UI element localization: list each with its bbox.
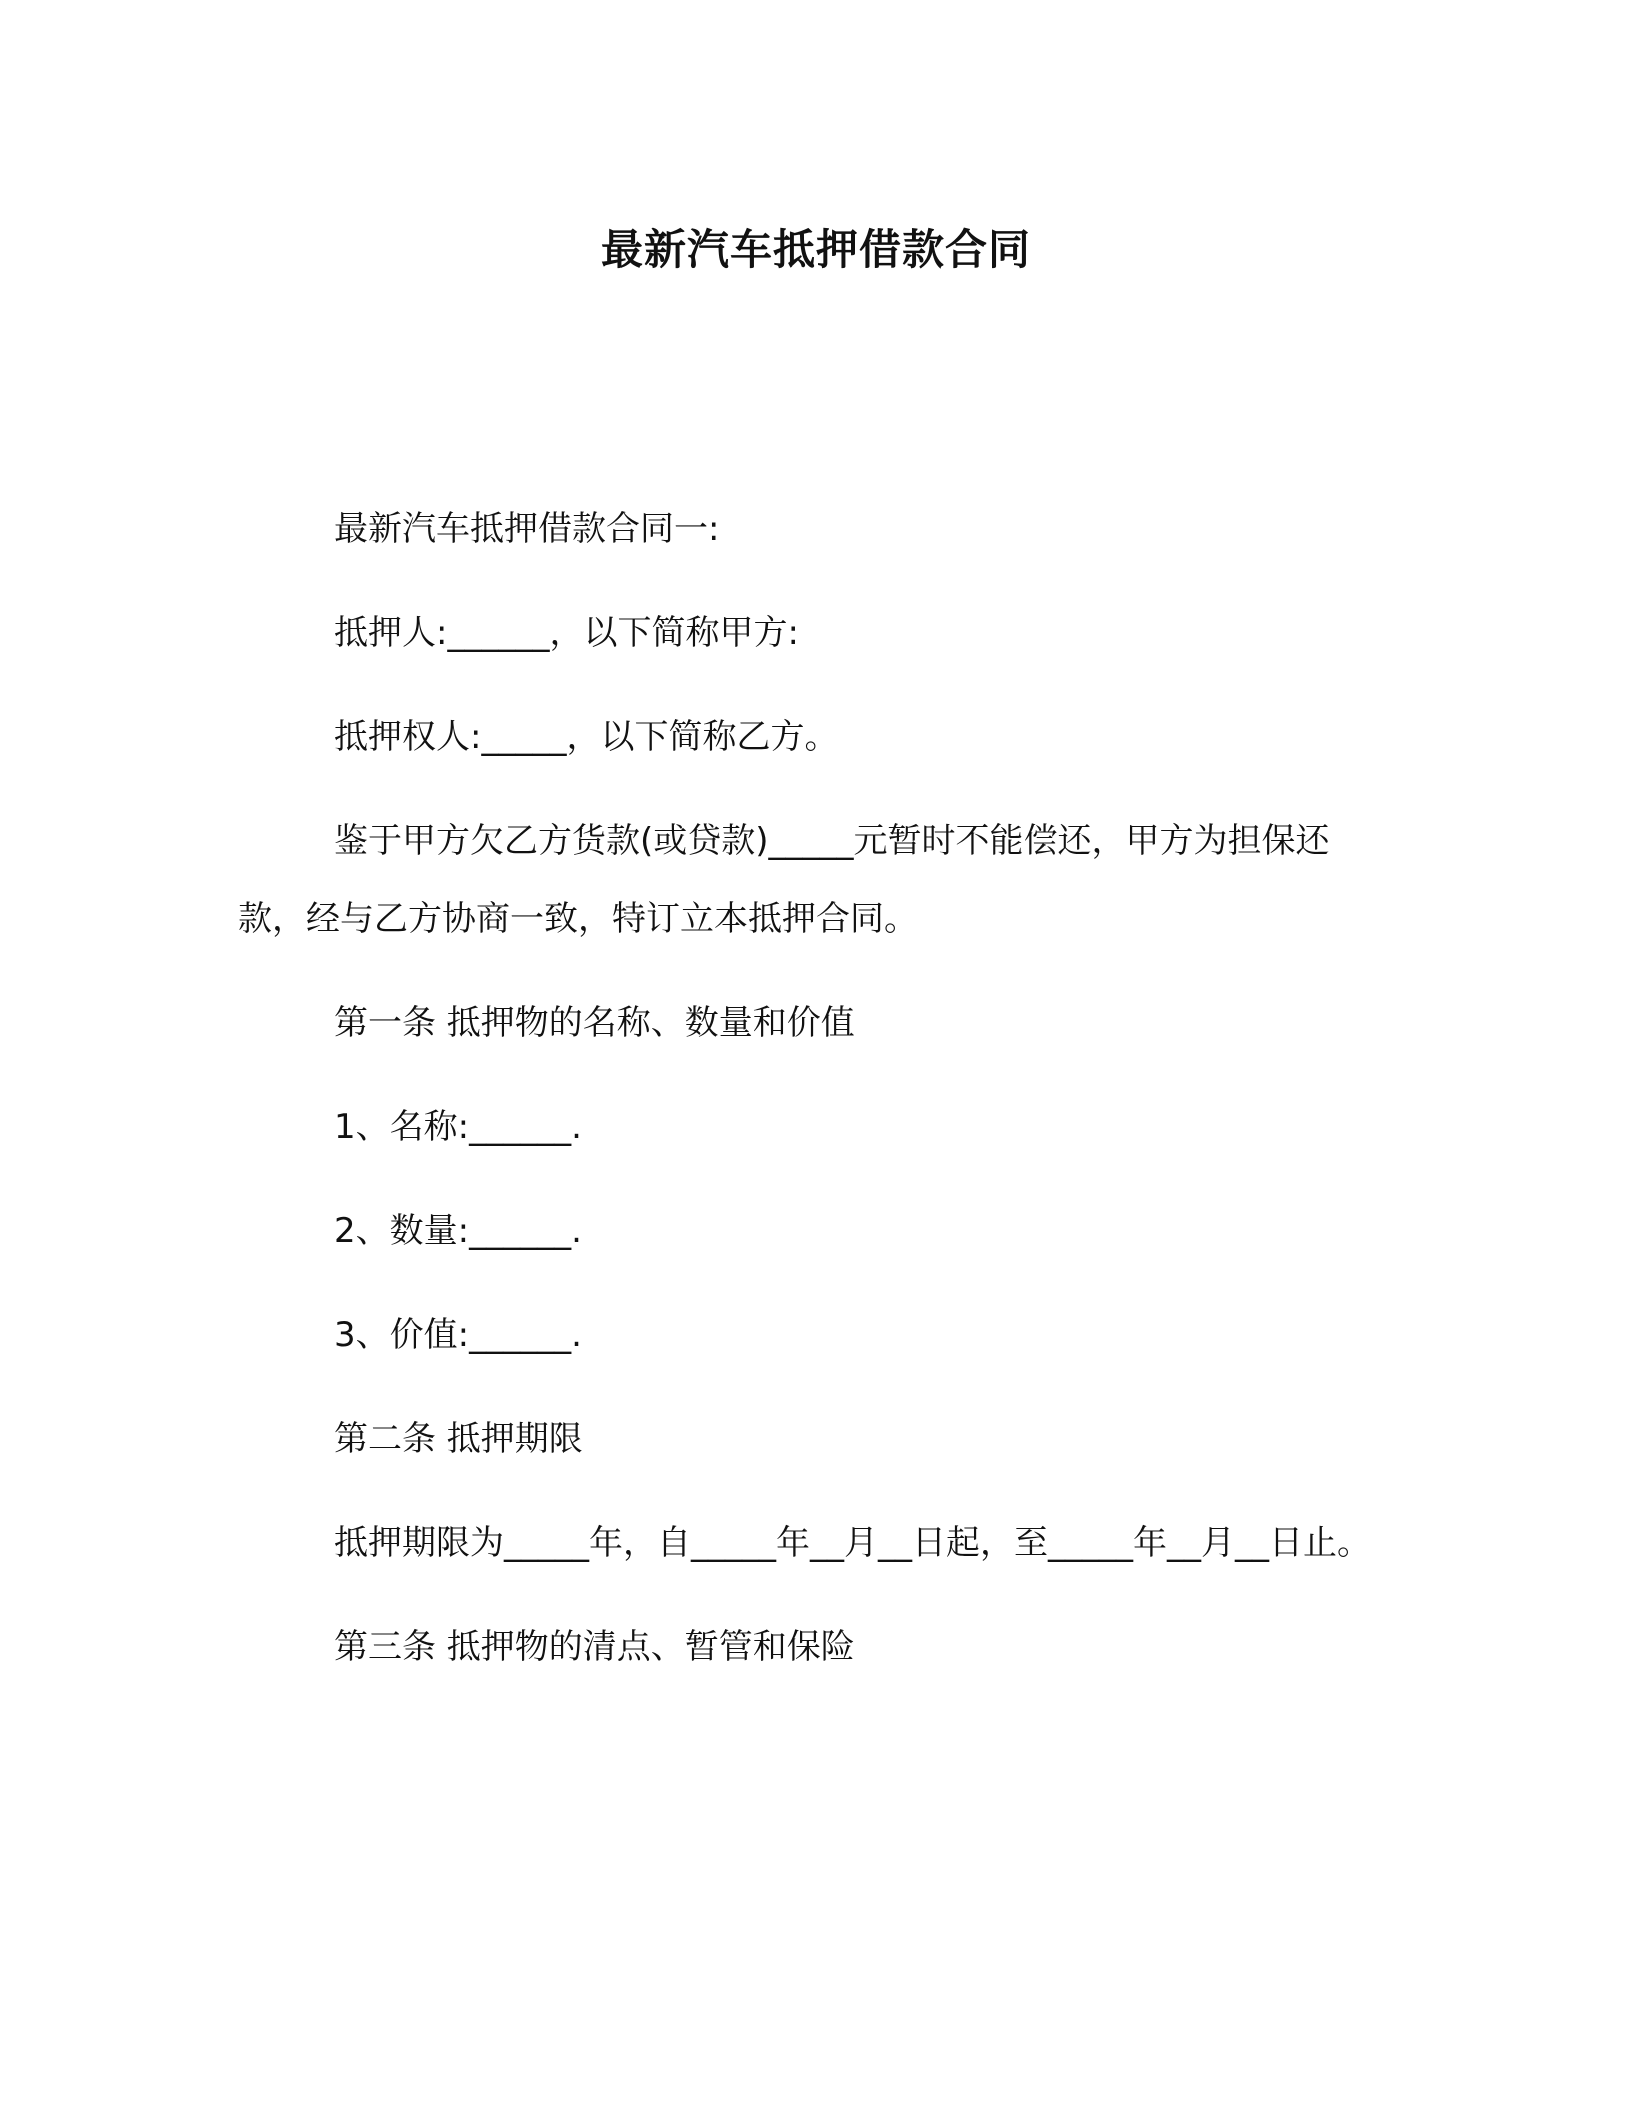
document-title: 最新汽车抵押借款合同 <box>600 225 1031 274</box>
article-two-heading: 第二条 抵押期限 <box>334 1419 583 1459</box>
recital-paragraph: 鉴于甲方欠乙方货款(或贷款)_____元暂时不能偿还，甲方为担保还款，经与乙方协商一致，特订立本抵押合同。 <box>238 821 1330 939</box>
item-quantity-line: 2、数量:______. <box>334 1211 582 1251</box>
mortgagor-line: 抵押人:______，以下简称甲方: <box>334 613 799 653</box>
item-value-line: 3、价值:______. <box>334 1315 582 1355</box>
article-one-heading: 第一条 抵押物的名称、数量和价值 <box>334 1003 855 1043</box>
contract-heading: 最新汽车抵押借款合同一: <box>334 509 720 549</box>
term-paragraph: 抵押期限为_____年，自_____年__月__日起，至_____年__月__日止。 <box>334 1523 1371 1563</box>
article-three-heading: 第三条 抵押物的清点、暂管和保险 <box>334 1627 855 1667</box>
mortgagee-line: 抵押权人:_____，以下简称乙方。 <box>334 717 839 757</box>
document-body <box>238 490 1386 1712</box>
item-name-line: 1、名称:______. <box>334 1107 582 1147</box>
